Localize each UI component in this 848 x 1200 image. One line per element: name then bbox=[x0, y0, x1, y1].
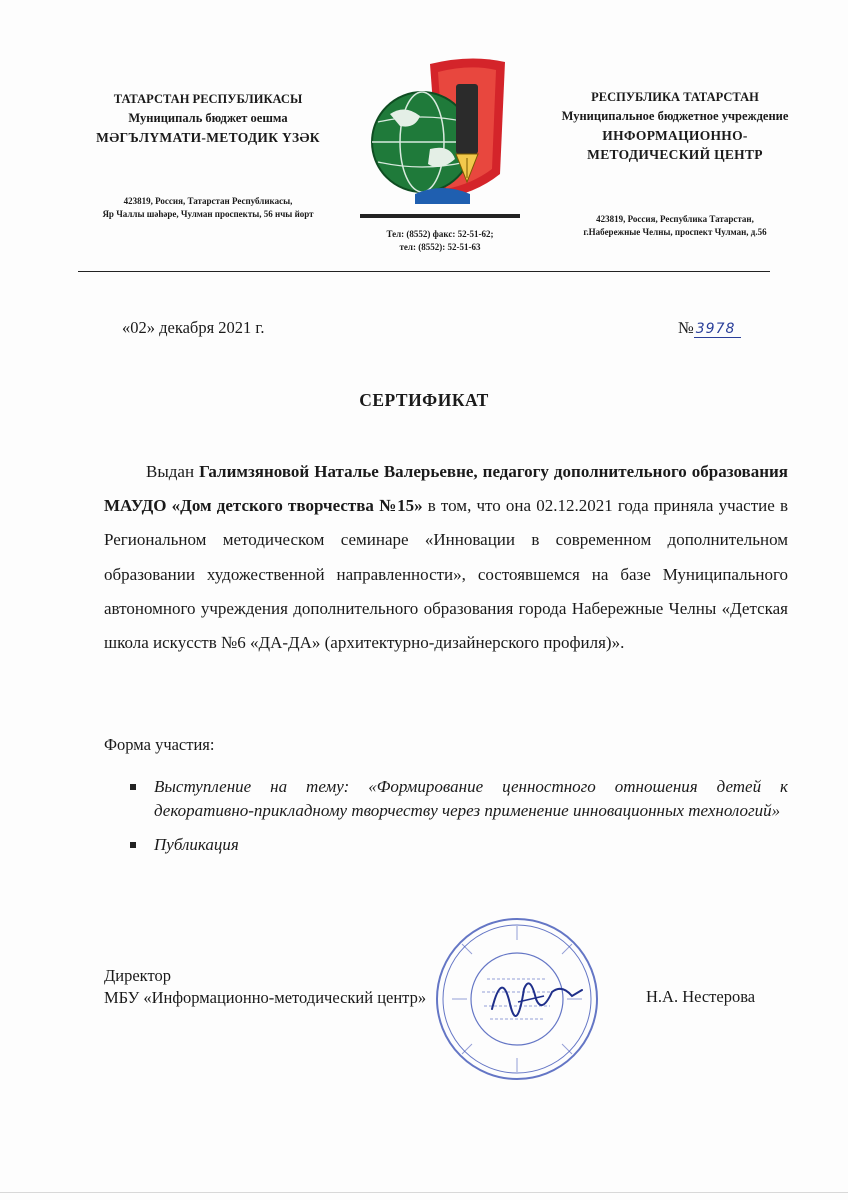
phones-line2: тел: (8552): 52-51-63 bbox=[399, 242, 481, 252]
page-bottom-edge bbox=[0, 1192, 848, 1193]
header-left-address1: 423819, Россия, Татарстан Республикасы, bbox=[123, 196, 293, 206]
bullet-square-icon bbox=[130, 784, 136, 790]
participation-item-1: Выступление на тему: «Формирование ценностного отношения детей к декоративно-прикладному творчеству через применение инновационных технологий» bbox=[154, 777, 788, 820]
header-right-address bbox=[520, 213, 830, 239]
header-right-address1: 423819, Россия, Республика Татарстан, bbox=[596, 214, 754, 224]
document-number bbox=[678, 318, 741, 338]
document-date: «02» декабря 2021 г. bbox=[122, 318, 265, 337]
header-left-line2: Муниципаль бюджет оешма bbox=[128, 111, 288, 125]
director-title: Директор bbox=[104, 966, 171, 985]
body-intro: Выдан bbox=[146, 462, 200, 481]
recipient-name: Галимзяновой Наталье Валерьевне, педагогу дополнительного образования МАУДО «Дом детского творчества №15» bbox=[104, 462, 788, 516]
phones-block bbox=[350, 228, 530, 254]
participation-item-2: Публикация bbox=[154, 835, 239, 854]
header-right-line1: РЕСПУБЛИКА ТАТАРСТАН bbox=[591, 90, 759, 104]
header-left-line3: МӘГЪЛҮМАТИ-МЕТОДИК ҮЗӘК bbox=[96, 130, 320, 145]
header-right bbox=[520, 88, 830, 237]
director-org: МБУ «Информационно-методический центр» bbox=[104, 988, 427, 1007]
number-prefix: № bbox=[678, 318, 694, 337]
header-divider bbox=[78, 271, 770, 272]
certificate-body bbox=[104, 455, 788, 660]
header-right-line3: ИНФОРМАЦИОННО- bbox=[602, 128, 748, 143]
number-value: 3978 bbox=[694, 321, 742, 338]
header-left-address bbox=[58, 195, 358, 221]
participation-form-label: Форма участия: bbox=[104, 735, 215, 754]
organization-logo-icon bbox=[360, 54, 520, 219]
signature-block bbox=[104, 965, 426, 1009]
header-left-address2: Яр Чаллы шәһәре, Чулман проспекты, 56 нчы йорт bbox=[102, 209, 314, 219]
header-right-address2: г.Набережные Челны, проспект Чулман, д.56 bbox=[583, 227, 767, 237]
bullet-square-icon bbox=[130, 842, 136, 848]
list-item bbox=[130, 833, 788, 857]
phones-line1: Тел: (8552) факс: 52-51-62; bbox=[386, 229, 494, 239]
list-item bbox=[130, 775, 788, 823]
body-rest: в том, что она 02.12.2021 года приняла участие в Региональном методическом семинаре «Инновации в современном дополнительном образовании художественной направленности», состоявшемся на базе Муниципального автономного учреждения дополнительного образования города Набережные Челны «Детская школа искусств №6 «ДА-ДА» (архитектурно-дизайнерского профиля)». bbox=[104, 496, 788, 653]
header-left bbox=[58, 90, 358, 219]
director-name: Н.А. Нестерова bbox=[646, 987, 756, 1006]
header-right-line4: МЕТОДИЧЕСКИЙ ЦЕНТР bbox=[587, 147, 763, 162]
header-right-line2: Муниципальное бюджетное учреждение bbox=[561, 109, 789, 123]
header-left-line1: ТАТАРСТАН РЕСПУБЛИКАСЫ bbox=[113, 92, 303, 106]
participation-list bbox=[130, 775, 788, 867]
document-title: СЕРТИФИКАТ bbox=[359, 390, 489, 410]
official-stamp-icon bbox=[432, 914, 602, 1084]
